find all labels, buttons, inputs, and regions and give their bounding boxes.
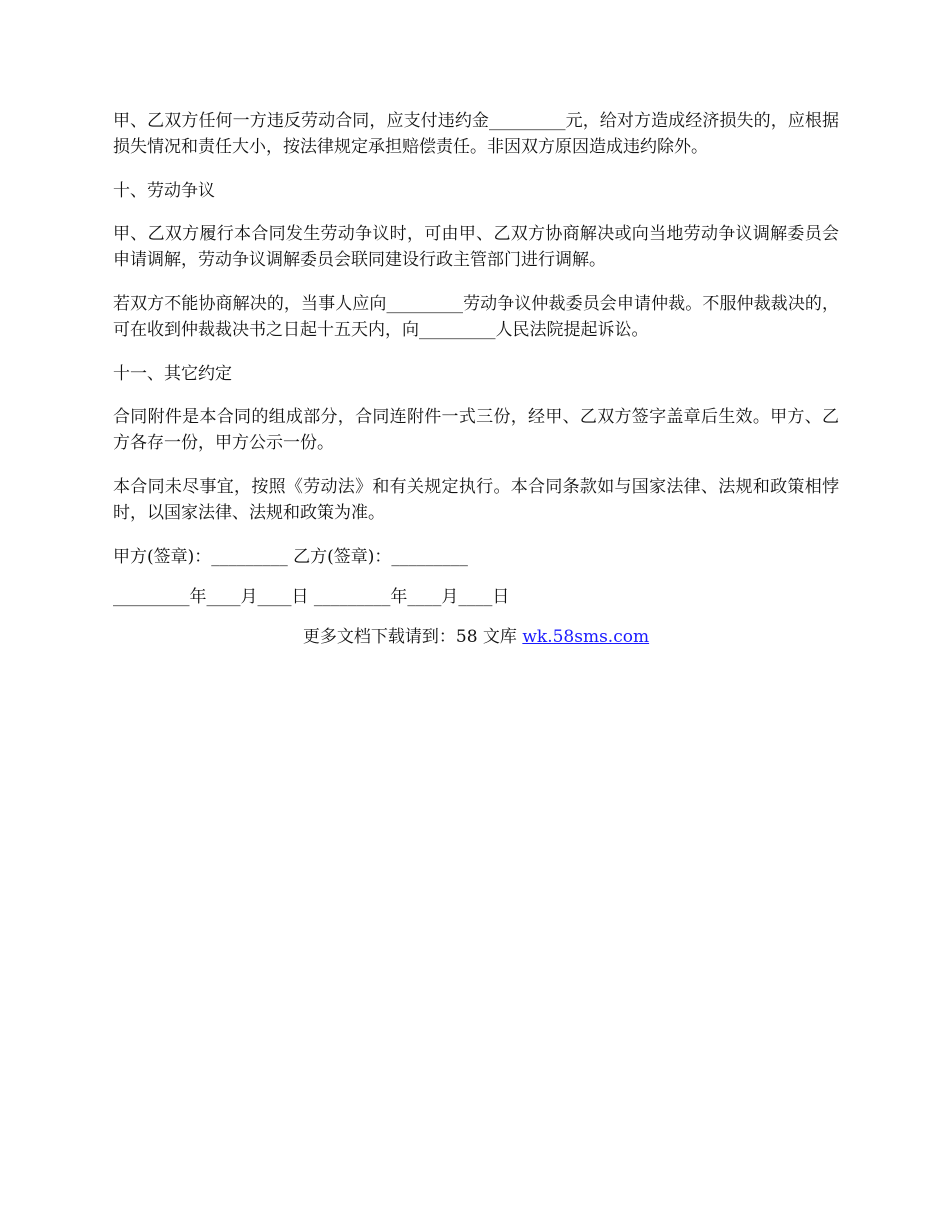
footer-prefix: 更多文档下载请到：58 文库 <box>302 627 523 647</box>
paragraph-mediation: 甲、乙双方履行本合同发生劳动争议时，可由甲、乙双方协商解决或向当地劳动争议调解委员会申请调解，劳动争议调解委员会联同建设行政主管部门进行调解。 <box>113 224 839 270</box>
footer-link[interactable]: wk.58sms.com <box>522 627 650 647</box>
paragraph-breach-penalty: 甲、乙双方任何一方违反劳动合同，应支付违约金_________元，给对方造成经济损失的，应根据损失情况和责任大小，按法律规定承担赔偿责任。非因双方原因造成违约除外。 <box>113 111 839 157</box>
document-body <box>113 108 839 650</box>
paragraph-arbitration: 若双方不能协商解决的，当事人应向_________劳动争议仲裁委员会申请仲裁。不服仲裁裁决的，可在收到仲裁裁决书之日起十五天内，向_________人民法院提起诉讼。 <box>113 294 839 340</box>
section-heading-other-terms: 十一、其它约定 <box>113 364 232 384</box>
date-line: _________年____月____日 _________年____月____日 <box>113 587 510 607</box>
paragraph-labor-law: 本合同未尽事宜，按照《劳动法》和有关规定执行。本合同条款如与国家法律、法规和政策相悖时，以国家法律、法规和政策为准。 <box>113 477 839 523</box>
signature-line: 甲方(签章)：_________ 乙方(签章)：_________ <box>113 547 468 567</box>
section-heading-labor-disputes: 十、劳动争议 <box>113 181 215 201</box>
footer-download-note <box>113 624 839 650</box>
paragraph-attachments: 合同附件是本合同的组成部分，合同连附件一式三份，经甲、乙双方签字盖章后生效。甲方、乙方各存一份，甲方公示一份。 <box>113 407 839 453</box>
